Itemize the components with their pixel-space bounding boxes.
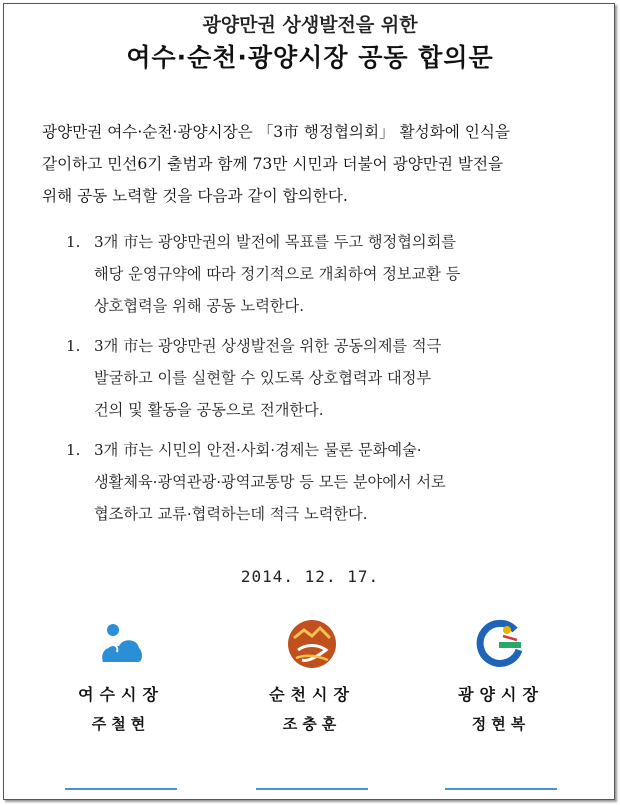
item-line: 생활체육·광역관광·광역교통망 등 모든 분야에서 서로 (94, 473, 446, 491)
item-line: 협조하고 교류·협력하는데 적극 노력한다. (94, 505, 368, 523)
signatory-suncheon (242, 616, 382, 734)
signature-line (445, 788, 557, 790)
item-number: 1. (66, 441, 81, 459)
item-number: 1. (66, 337, 81, 355)
agreement-date: 2014. 12. 17. (240, 567, 380, 586)
signatory-office: 광양시장 (458, 685, 544, 704)
suncheon-city-emblem-icon (284, 616, 340, 672)
signatory-office: 여수시장 (78, 685, 164, 704)
signature-line (65, 788, 177, 790)
item-line: 해당 운영규약에 따라 정기적으로 개최하여 정보교환 등 (94, 265, 461, 283)
agreement-item-2 (66, 330, 566, 426)
gwangyang-city-emblem-icon (473, 616, 529, 672)
signature-line (256, 788, 368, 790)
document-frame (3, 3, 615, 800)
signatory-yeosu (51, 616, 191, 734)
signatory-name: 주철현 (91, 715, 151, 733)
intro-line: 광양만권 여수·순천·광양시장은 「3市 행정협의회」 활성화에 인식을 (42, 123, 510, 141)
item-line: 3개 市는 광양만권의 발전에 목표를 두고 행정협의회를 (94, 233, 456, 251)
signatory-office: 순천시장 (269, 685, 355, 704)
item-line: 3개 市는 시민의 안전·사회·경제는 물론 문화예술· (94, 441, 422, 459)
intro-paragraph (42, 116, 597, 212)
signatory-name: 조충훈 (282, 715, 342, 733)
document-title: 여수·순천·광양시장 공동 합의문 (126, 43, 494, 72)
agreement-item-1 (66, 226, 566, 322)
intro-line: 같이하고 민선6기 출범과 함께 73만 시민과 더불어 광양만권 발전을 (42, 155, 504, 173)
signatory-gwangyang (431, 616, 571, 734)
item-line: 3개 市는 광양만권 상생발전을 위한 공동의제를 적극 (94, 337, 442, 355)
item-line: 상호협력을 위해 공동 노력한다. (94, 297, 305, 315)
document-subtitle: 광양만권 상생발전을 위한 (202, 14, 418, 36)
item-line: 건의 및 활동을 공동으로 전개한다. (94, 401, 324, 419)
intro-line: 위해 공동 노력할 것을 다음과 같이 합의한다. (42, 187, 348, 205)
agreement-item-3 (66, 434, 566, 530)
item-line: 발굴하고 이를 실현할 수 있도록 상호협력과 대정부 (94, 369, 432, 387)
item-number: 1. (66, 233, 81, 251)
signatory-name: 정현복 (471, 715, 531, 733)
yeosu-city-emblem-icon (93, 616, 149, 672)
